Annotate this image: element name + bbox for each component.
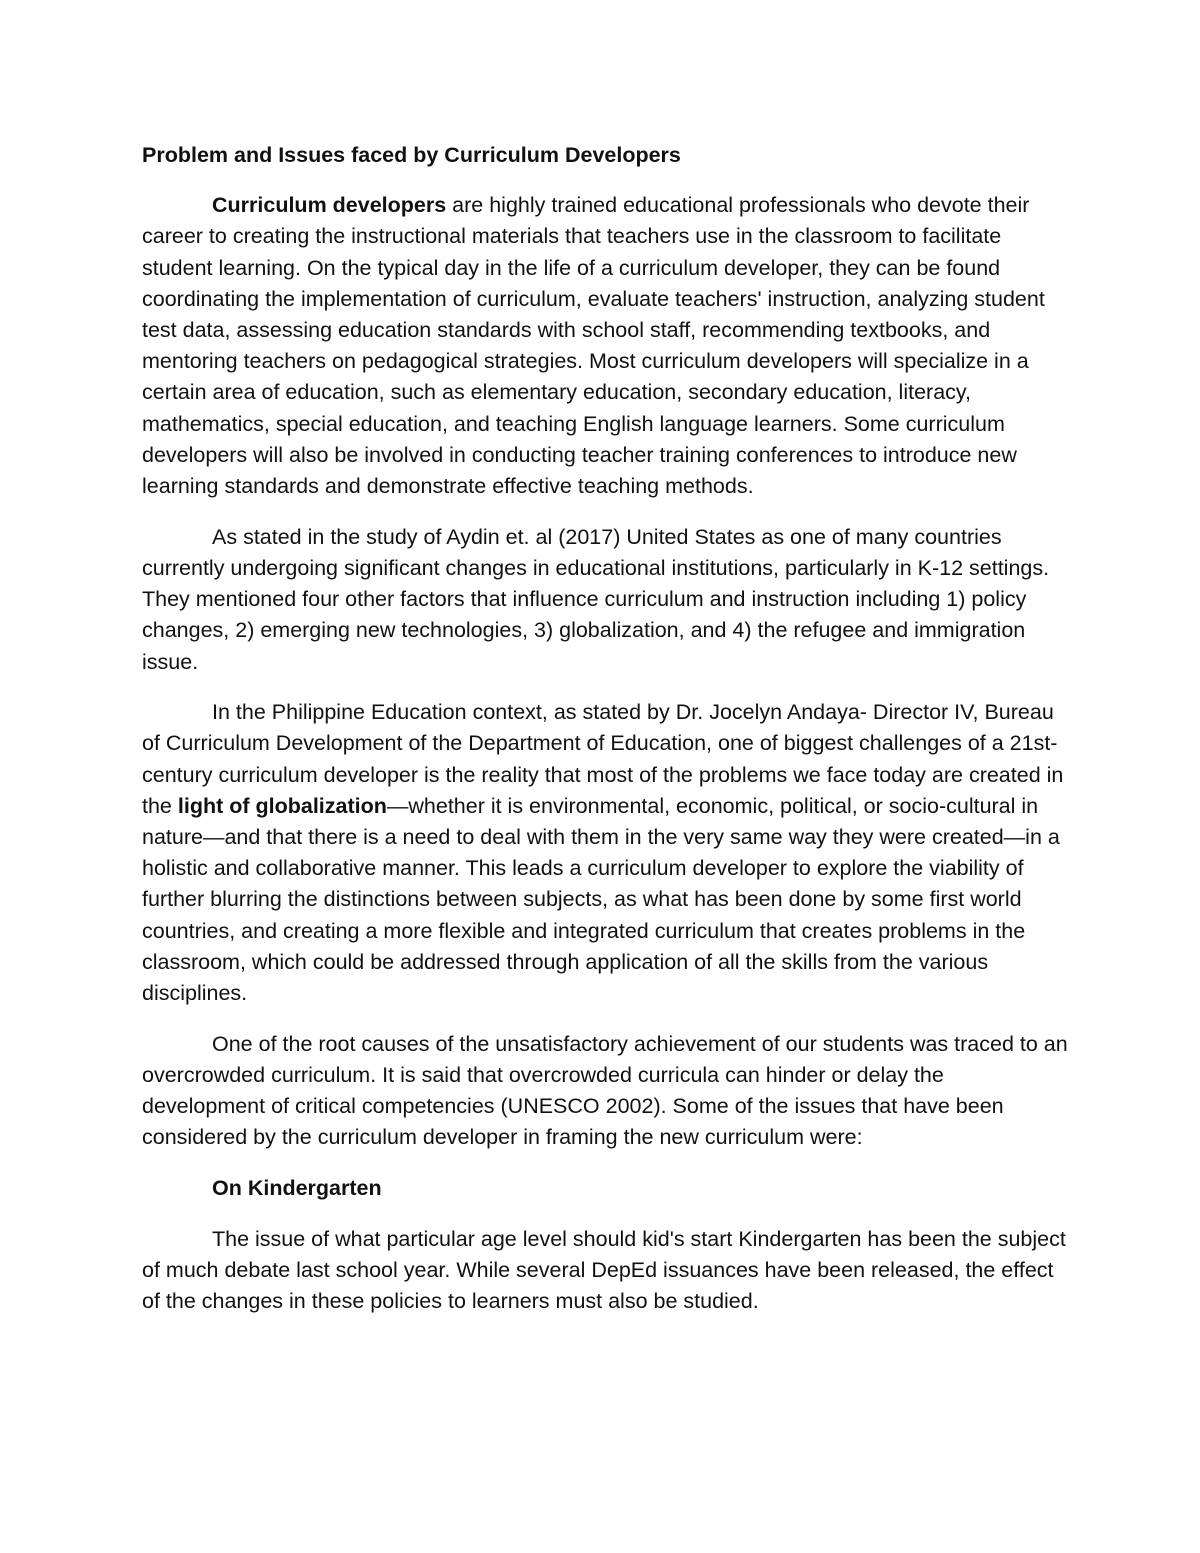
paragraph-aydin-study: As stated in the study of Aydin et. al (2017) United States as one of many countries currently undergoing significant changes in educational institutions, particularly in K-12 settings. They mentioned four other factors that influence curriculum and instruction including 1) policy changes, 2) emerging new technologies, 3) globalization, and 4) the refugee and immigration issue. bbox=[142, 524, 1050, 674]
paragraph-philippine-context bbox=[142, 697, 1072, 1009]
document-page bbox=[142, 140, 1072, 1337]
paragraph-curriculum-developers bbox=[142, 190, 1072, 502]
subheading-kindergarten: On Kindergarten bbox=[212, 1176, 382, 1201]
paragraph-overcrowded-curriculum: One of the root causes of the unsatisfactory achievement of our students was traced to an overcrowded curriculum. It is said that overcrowded curricula can hinder or delay the development of critical competencies (UNESCO 2002). Some of the issues that have been considered by the curriculum developer in framing the new curriculum were: bbox=[142, 1031, 1068, 1150]
term-curriculum-developers: Curriculum developers bbox=[212, 193, 447, 218]
paragraph-text: —whether it is environmental, economic, political, or socio-cultural in nature—and that there is a need to deal with them in the very same way they were created—in a holistic and collaborative manner. This leads a curriculum developer to explore the viability of further blurring the distinctions between subjects, as what has been done by some first world countries, and creating a more flexible and integrated curriculum that creates problems in the classroom, which could be addressed through application of all the skills from the various disciplines. bbox=[142, 793, 1060, 1006]
paragraph-text: are highly trained educational professionals who devote their career to creating the instructional materials that teachers use in the classroom to facilitate student learning. On the typical day in the life of a curriculum developer, they can be found coordinating the implementation of curriculum, evaluate teachers' instruction, analyzing student test data, assessing education standards with school staff, recommending textbooks, and mentoring teachers on pedagogical strategies. Most curriculum developers will specialize in a certain area of education, such as elementary education, secondary education, literacy, mathematics, special education, and teaching English language learners. Some curriculum developers will also be involved in conducting teacher training conferences to introduce new learning standards and demonstrate effective teaching methods. bbox=[142, 193, 1045, 499]
paragraph-kindergarten: The issue of what particular age level should kid's start Kindergarten has been the subject of much debate last school year. While several DepEd issuances have been released, the effect of the changes in these policies to learners must also be studied. bbox=[142, 1226, 1066, 1314]
term-light-of-globalization: light of globalization bbox=[177, 793, 387, 818]
document-title: Problem and Issues faced by Curriculum Developers bbox=[142, 143, 681, 167]
paragraph-text: In the Philippine Education context, as stated by Dr. Jocelyn Andaya- Director IV, Bureau of Curriculum Development of the Department of Education, one of biggest challenges of a 21st-century curriculum developer is the reality that most of the problems we face today are created in the bbox=[142, 700, 1064, 818]
